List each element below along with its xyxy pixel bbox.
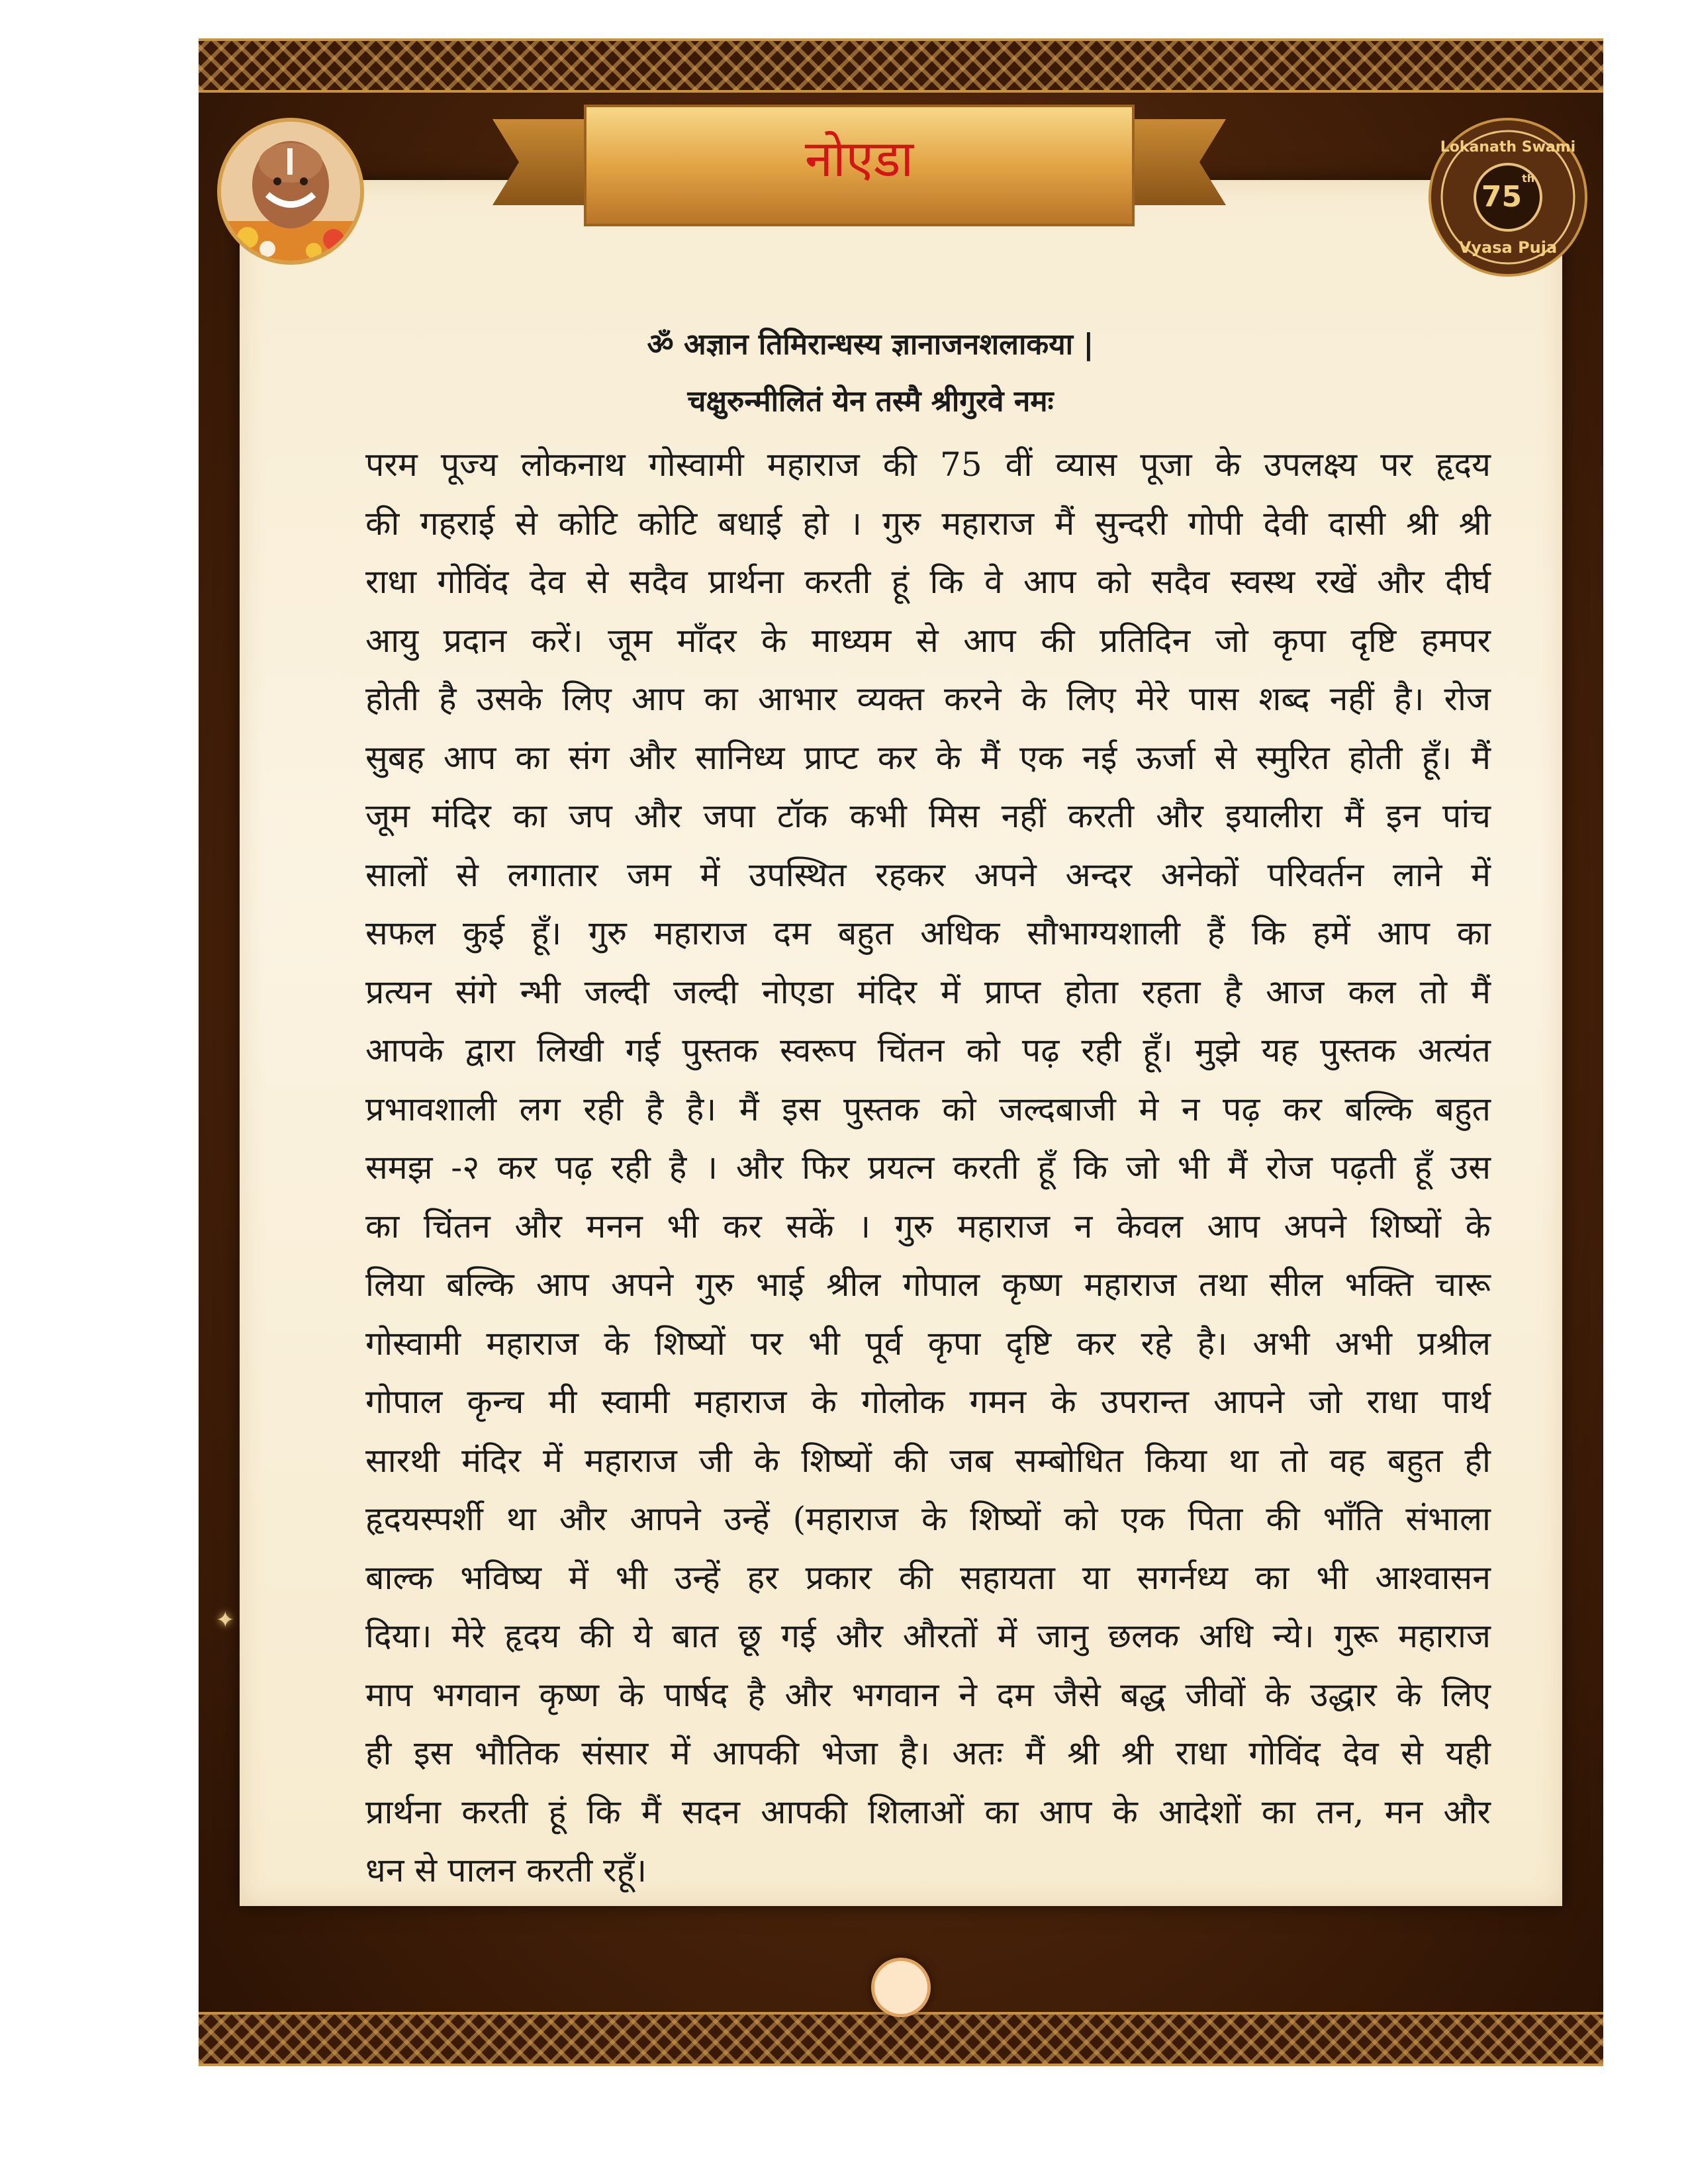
body-line: प्रार्थना करती हूं कि मैं सदन आपकी शिलाओं का आप के आदेशों का तन, मन और [365,1792,1491,1831]
body-line: गोपाल कृन्च मी स्वामी महाराज के गोलोक गमन के उपरान्त आपने जो राधा पार्थ [365,1383,1491,1421]
bottom-ornamental-border [199,2012,1603,2066]
message-body [365,435,1491,1900]
body-line: का चिंतन और मनन भी कर सकें । गुरु महाराज न केवल आप अपने शिष्यों के [365,1206,1491,1246]
badge-bottom-text: Vyasa Puja [1458,238,1558,257]
body-line: आयु प्रदान करें। जूम मॉंदर के माध्यम से आप की प्रतिदिन जो कृपा दृष्टि हमपर [365,621,1491,660]
guru-portrait-avatar [217,118,364,265]
mantra-line-2: चक्षुरुन्मीलितं येन तस्मै श्रीगुरवे नमः [687,385,1054,418]
body-line: ही इस भौतिक संसार में आपकी भेजा है। अतः मैं श्री श्री राधा गोविंद देव से यही [365,1734,1491,1772]
top-ornamental-border [199,38,1603,93]
body-line: राधा गोविंद देव से सदैव प्रार्थना करती हूं कि वे आप को सदैव स्वस्थ रखें और दीर्घ [365,563,1491,601]
body-line: प्रत्यन संगे न्भी जल्दी जल्दी नोएडा मंदिर में प्राप्त होता रहता है आज कल तो मैं [365,972,1491,1011]
title-ribbon [492,93,1226,251]
body-line: जूम मंदिर का जप और जपा टॉक कभी मिस नहीं करती और इयालीरा मैं इन पांच [365,797,1491,835]
body-line: परम पूज्य लोकनाथ गोस्वामी महाराज की 75 वीं व्यास पूजा के उपलक्ष्य पर हृदय [365,445,1491,484]
body-line: सफल कुई हूँ। गुरु महाराज दम बहुत अधिक सौभाग्यशाली हैं कि हमें आप का [365,914,1491,952]
body-line: बाल्क भविष्य में भी उन्हें हर प्रकार की सहायता या सगर्नध्य का भी आश्वासन [365,1558,1491,1597]
body-line: माप भगवान कृष्ण के पार्षद है और भगवान ने दम जैसे बद्ध जीवों के उद्धार के लिए [365,1675,1491,1714]
body-line: लिया बल्कि आप अपने गुरु भाई श्रील गोपाल कृष्ण महाराज तथा सील भक्ति चारू [365,1265,1491,1304]
body-line: आपके द्वारा लिखी गई पुस्तक स्वरूप चिंतन को पढ़ रही हूँ। मुझे यह पुस्तक अत्यंत [365,1031,1491,1069]
badge-top-text: Lokanath Swami [1440,139,1576,156]
body-line: प्रभावशाली लग रही है है। मैं इस पुस्तक को जल्दबाजी मे न पढ़ कर बल्कि बहुत [365,1089,1491,1128]
badge-number: 75th [1474,163,1542,232]
body-line: हृदयस्पर्शी था और आपने उन्हें (महाराज के शिष्यों को एक पिता की भाँति संभाला [365,1500,1491,1538]
body-line: दिया। मेरे हृदय की ये बात छू गई और औरतों में जानु छलक अधि न्ये। गुरू महाराज [365,1617,1491,1655]
body-line: धन से पालन करती रहूँ। [365,1851,647,1889]
body-line: गोस्वामी महाराज के शिष्यों पर भी पूर्व कृपा दृष्टि कर रहे है। अभी अभी प्रश्रील [365,1324,1491,1363]
page-indicator-dot [871,1958,931,2017]
body-line: होती है उसके लिए आप का आभार व्यक्त करने के लिए मेरे पास शब्द नहीं है। रोज [365,680,1491,718]
body-line: सालों से लगातार जम में उपस्थित रहकर अपने अन्दर अनेकों परिवर्तन लाने में [365,855,1491,894]
sparkle-icon: ✦ [216,1607,235,1633]
vyasa-puja-75-badge [1429,118,1587,277]
body-line: समझ -२ कर पढ़ रही है । और फिर प्रयत्न करती हूँ कि जो भी मैं रोज पढ़ती हूँ उस [365,1148,1491,1187]
body-line: की गहराई से कोटि कोटि बधाई हो । गुरु महाराज मैं सुन्दरी गोपी देवी दासी श्री श्री [365,504,1491,543]
body-line: सारथी मंदिर में महाराज जी के शिष्यों की जब सम्बोधित किया था तो वह बहुत ही [365,1441,1491,1480]
page-title: नोएडा [804,129,914,188]
body-line: सुबह आप का संग और सानिध्य प्राप्ट कर के मैं एक नई ऊर्जा से स्मुरित होती हूँ। मैं [365,738,1491,777]
mantra-line-1: ॐ अज्ञान तिमिरान्धस्य ज्ञानाजनशलाकया | [647,328,1094,361]
